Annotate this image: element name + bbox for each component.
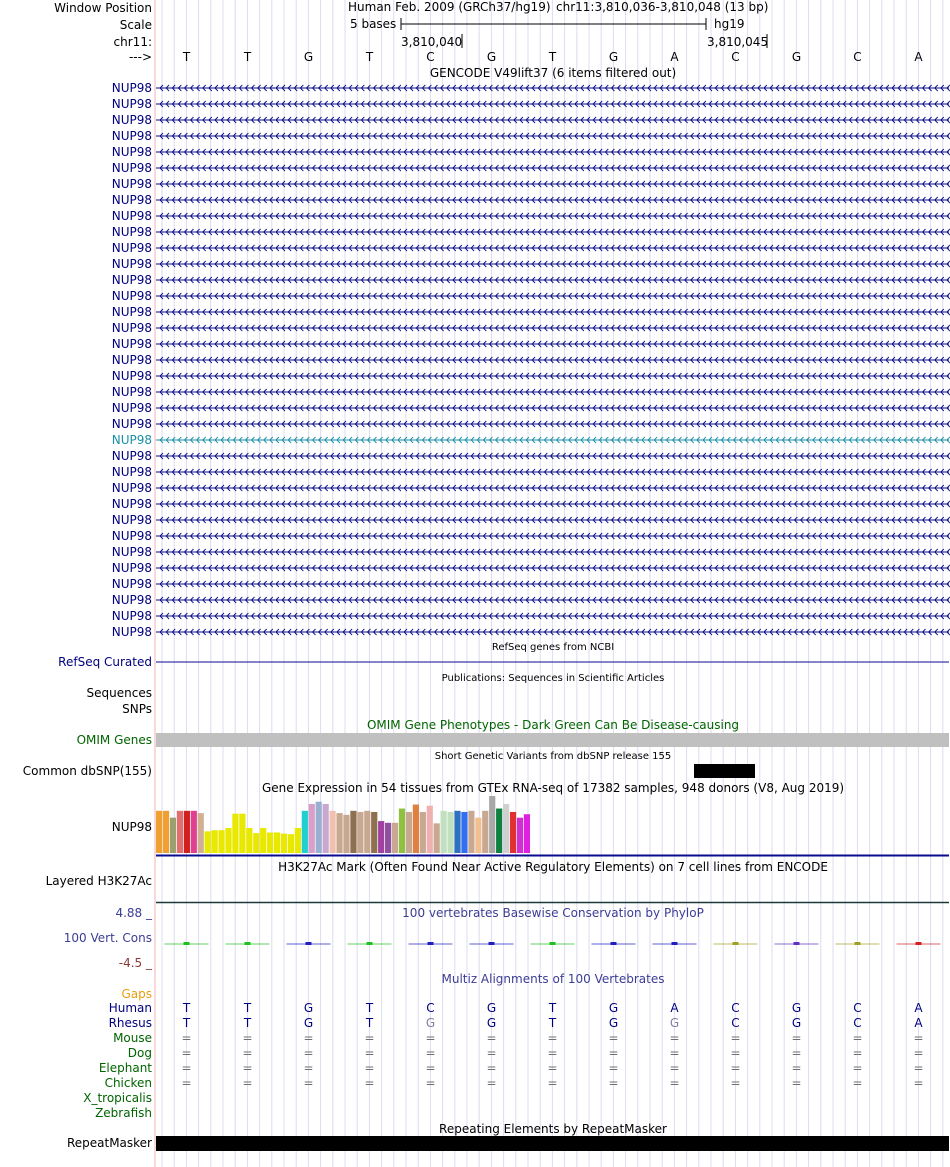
- gtex-tissue-bar: [441, 811, 447, 853]
- gtex-tissue-bar: [323, 804, 329, 853]
- gtex-tissue-bar: [343, 815, 349, 853]
- gencode-transcript-label[interactable]: NUP98: [111, 273, 152, 287]
- dbsnp-label[interactable]: Common dbSNP(155): [22, 764, 152, 778]
- omim-track-title: OMIM Gene Phenotypes - Dark Green Can Be Disease-causing: [366, 718, 740, 732]
- multiz-alignment-base: =: [791, 1031, 802, 1045]
- multiz-alignment-base: =: [364, 1046, 375, 1060]
- dna-base: T: [548, 50, 557, 64]
- dbsnp-track-title: Short Genetic Variants from dbSNP release 155: [434, 751, 672, 762]
- multiz-species-label[interactable]: X_tropicalis: [83, 1091, 152, 1105]
- gencode-transcript-label[interactable]: NUP98: [111, 337, 152, 351]
- gtex-tissue-bar: [205, 831, 211, 853]
- refseq-track-title: RefSeq genes from NCBI: [491, 642, 615, 653]
- multiz-track-title: Multiz Alignments of 100 Vertebrates: [441, 972, 665, 986]
- gencode-transcript-label[interactable]: NUP98: [111, 193, 152, 207]
- gtex-tissue-bar: [496, 809, 502, 853]
- position-text: chr11:3,810,036-3,810,048 (13 bp): [556, 0, 769, 14]
- multiz-species-label[interactable]: Mouse: [113, 1031, 152, 1045]
- phylop-label[interactable]: 100 Vert. Cons: [63, 931, 152, 945]
- gtex-tissue-bar: [517, 818, 523, 853]
- refseq-label[interactable]: RefSeq Curated: [58, 655, 152, 669]
- gtex-tissue-bar: [225, 828, 231, 853]
- multiz-alignment-base: =: [242, 1031, 253, 1045]
- multiz-alignment-base: =: [669, 1061, 680, 1075]
- gencode-transcript-label[interactable]: NUP98: [111, 289, 152, 303]
- gencode-transcript-label[interactable]: NUP98: [111, 209, 152, 223]
- gencode-transcript-label[interactable]: NUP98: [111, 369, 152, 383]
- gtex-tissue-bar: [482, 811, 488, 853]
- multiz-alignment-base: =: [791, 1061, 802, 1075]
- dna-base: C: [853, 50, 862, 64]
- gencode-transcript-label[interactable]: NUP98: [111, 401, 152, 415]
- gencode-transcript-label[interactable]: NUP98: [111, 385, 152, 399]
- multiz-alignment-base: T: [243, 1016, 252, 1030]
- omim-gene-bar: [156, 733, 949, 747]
- gtex-tissue-bar: [427, 806, 433, 853]
- multiz-alignment-base: =: [181, 1076, 192, 1090]
- gencode-transcript-label[interactable]: NUP98: [111, 257, 152, 271]
- gtex-tissue-bar: [184, 811, 190, 853]
- dna-base: C: [426, 50, 435, 64]
- multiz-alignment-base: G: [486, 1016, 497, 1030]
- gencode-transcript-label[interactable]: NUP98: [111, 481, 152, 495]
- multiz-alignment-base: =: [486, 1046, 497, 1060]
- multiz-alignment-base: =: [791, 1046, 802, 1060]
- gencode-transcript-label[interactable]: NUP98: [111, 161, 152, 175]
- dna-base: T: [365, 50, 374, 64]
- dna-base: G: [608, 50, 619, 64]
- h3k27ac-label[interactable]: Layered H3K27Ac: [45, 874, 152, 888]
- gtex-tissue-bar: [316, 802, 322, 853]
- multiz-species-label[interactable]: Rhesus: [108, 1016, 152, 1030]
- gtex-tissue-bar: [330, 811, 336, 853]
- gtex-tissue-bar: [295, 828, 301, 853]
- window-position-label: Window Position: [54, 1, 152, 15]
- multiz-alignment-base: =: [303, 1061, 314, 1075]
- phylop-score-mark: [916, 942, 922, 945]
- repeatmasker-track-title: Repeating Elements by RepeatMasker: [439, 1122, 667, 1136]
- multiz-alignment-base: =: [181, 1031, 192, 1045]
- dna-base: A: [670, 50, 679, 64]
- multiz-alignment-base: T: [243, 1001, 252, 1015]
- gtex-tissue-bar: [357, 812, 363, 853]
- gtex-tissue-bar: [399, 809, 405, 853]
- multiz-alignment-base: =: [669, 1031, 680, 1045]
- gencode-transcript-label[interactable]: NUP98: [111, 433, 152, 447]
- repeatmasker-label[interactable]: RepeatMasker: [66, 1136, 152, 1150]
- phylop-score-mark: [672, 942, 678, 945]
- gtex-tissue-bar: [163, 811, 169, 853]
- dna-base: G: [303, 50, 314, 64]
- multiz-alignment-base: =: [730, 1061, 741, 1075]
- dna-base: C: [731, 50, 740, 64]
- multiz-alignment-base: =: [852, 1046, 863, 1060]
- publications-track-title: Publications: Sequences in Scientific Articles: [441, 673, 665, 684]
- gtex-tissue-bar: [239, 814, 245, 853]
- gtex-tissue-bar: [302, 811, 308, 853]
- phylop-score-mark: [245, 942, 251, 945]
- gtex-tissue-bar: [218, 830, 224, 853]
- gtex-tissue-bar: [510, 812, 516, 853]
- multiz-alignment-base: G: [486, 1001, 497, 1015]
- multiz-alignment-base: A: [670, 1001, 679, 1015]
- multiz-alignment-base: =: [669, 1046, 680, 1060]
- gtex-tissue-bar: [454, 811, 460, 853]
- multiz-alignment-base: =: [547, 1046, 558, 1060]
- gtex-tissue-bar: [156, 811, 162, 853]
- gtex-tissue-bar: [503, 804, 509, 853]
- multiz-alignment-base: A: [914, 1001, 923, 1015]
- multiz-species-label[interactable]: Dog: [127, 1046, 152, 1060]
- gencode-transcript-label[interactable]: NUP98: [111, 449, 152, 463]
- gtex-tissue-bar: [413, 805, 419, 853]
- omim-label[interactable]: OMIM Genes: [76, 733, 152, 747]
- multiz-alignment-base: =: [547, 1031, 558, 1045]
- gencode-transcript-label[interactable]: NUP98: [111, 513, 152, 527]
- phylop-score-mark: [733, 942, 739, 945]
- scale-label: Scale: [119, 18, 152, 32]
- gtex-tissue-bar: [260, 828, 266, 853]
- gtex-tissue-bar: [232, 814, 238, 853]
- ruler-right-label: 3,810,045: [707, 35, 769, 49]
- multiz-alignment-base: =: [486, 1061, 497, 1075]
- gtex-tissue-bar: [198, 813, 204, 853]
- multiz-alignment-base: C: [853, 1016, 862, 1030]
- gtex-tissue-bar: [434, 823, 440, 853]
- multiz-alignment-base: =: [608, 1031, 619, 1045]
- multiz-alignment-base: =: [730, 1076, 741, 1090]
- repeatmasker-bar: [156, 1136, 949, 1151]
- strand-arrow-label: --->: [128, 50, 152, 64]
- gencode-transcript-label[interactable]: NUP98: [111, 545, 152, 559]
- phylop-score-mark: [184, 942, 190, 945]
- multiz-alignment-base: =: [730, 1046, 741, 1060]
- gencode-transcript-label[interactable]: NUP98: [111, 113, 152, 127]
- phylop-track-title: 100 vertebrates Basewise Conservation by PhyloP: [402, 906, 704, 920]
- gencode-transcript-label[interactable]: NUP98: [111, 465, 152, 479]
- multiz-alignment-base: =: [181, 1061, 192, 1075]
- gencode-transcript-label[interactable]: NUP98: [111, 353, 152, 367]
- multiz-alignment-base: T: [365, 1001, 374, 1015]
- multiz-alignment-base: =: [242, 1046, 253, 1060]
- gtex-tissue-bar: [336, 813, 342, 853]
- multiz-alignment-base: =: [852, 1031, 863, 1045]
- dna-base: G: [791, 50, 802, 64]
- multiz-species-label[interactable]: Chicken: [104, 1076, 152, 1090]
- multiz-alignment-base: G: [303, 1016, 314, 1030]
- multiz-alignment-base: =: [852, 1061, 863, 1075]
- multiz-alignment-base: =: [425, 1061, 436, 1075]
- multiz-gaps-label: Gaps: [121, 987, 152, 1001]
- gtex-tissue-bar: [420, 812, 426, 853]
- gencode-transcript-label[interactable]: NUP98: [111, 577, 152, 591]
- multiz-alignment-base: A: [914, 1016, 923, 1030]
- multiz-alignment-base: =: [913, 1076, 924, 1090]
- multiz-alignment-base: =: [242, 1076, 253, 1090]
- scale-text: 5 bases: [350, 17, 397, 31]
- chr-label: chr11:: [113, 35, 152, 49]
- gtex-tissue-bar: [350, 811, 356, 853]
- multiz-alignment-base: =: [425, 1076, 436, 1090]
- phylop-max-label: 4.88 _: [115, 906, 152, 920]
- multiz-alignment-base: =: [364, 1061, 375, 1075]
- gtex-tissue-bar: [392, 823, 398, 853]
- gtex-tissue-bar: [447, 812, 453, 853]
- gtex-tissue-bar: [406, 812, 412, 853]
- multiz-alignment-base: =: [608, 1061, 619, 1075]
- gtex-tissue-bar: [468, 811, 474, 853]
- multiz-alignment-base: T: [182, 1001, 191, 1015]
- multiz-alignment-base: G: [425, 1016, 436, 1030]
- multiz-alignment-base: C: [731, 1001, 740, 1015]
- gencode-transcript-label[interactable]: NUP98: [111, 81, 152, 95]
- dna-base: G: [486, 50, 497, 64]
- gtex-tissue-bar: [461, 812, 467, 853]
- multiz-alignment-base: G: [608, 1001, 619, 1015]
- gencode-track-title: GENCODE V49lift37 (6 items filtered out): [429, 66, 677, 80]
- gtex-tissue-bar: [288, 834, 294, 853]
- dna-base: A: [914, 50, 923, 64]
- multiz-alignment-base: =: [364, 1031, 375, 1045]
- gtex-tissue-bar: [281, 834, 287, 853]
- multiz-species-label[interactable]: Zebrafish: [95, 1106, 152, 1120]
- multiz-alignment-base: =: [486, 1031, 497, 1045]
- multiz-alignment-base: =: [303, 1046, 314, 1060]
- gtex-track-title: Gene Expression in 54 tissues from GTEx RNA-seq of 17382 samples, 948 donors (V8, Aug 2019): [261, 781, 845, 795]
- gtex-tissue-bar: [524, 814, 530, 853]
- gencode-transcript-label[interactable]: NUP98: [111, 561, 152, 575]
- gtex-tissue-bar: [475, 818, 481, 853]
- multiz-alignment-base: =: [913, 1061, 924, 1075]
- multiz-alignment-base: G: [791, 1001, 802, 1015]
- gencode-transcript-label[interactable]: NUP98: [111, 417, 152, 431]
- phylop-score-mark: [794, 942, 800, 945]
- multiz-alignment-base: G: [303, 1001, 314, 1015]
- multiz-alignment-base: =: [242, 1061, 253, 1075]
- dbsnp-variant-block: [694, 764, 755, 778]
- phylop-score-mark: [306, 942, 312, 945]
- gencode-transcript-label[interactable]: NUP98: [111, 593, 152, 607]
- gencode-transcript-label[interactable]: NUP98: [111, 625, 152, 639]
- multiz-alignment-base: =: [303, 1031, 314, 1045]
- multiz-alignment-base: G: [791, 1016, 802, 1030]
- gencode-transcript-label[interactable]: NUP98: [111, 177, 152, 191]
- gtex-tissue-bar: [267, 832, 273, 853]
- multiz-alignment-base: C: [731, 1016, 740, 1030]
- gtex-tissue-bar: [253, 833, 259, 853]
- gtex-tissue-bar: [378, 821, 384, 853]
- assembly-text: Human Feb. 2009 (GRCh37/hg19): [348, 0, 551, 14]
- publications-sequences-label[interactable]: Sequences: [86, 686, 152, 700]
- multiz-alignment-base: =: [364, 1076, 375, 1090]
- gtex-tissue-bar: [309, 804, 315, 853]
- gtex-tissue-bar: [170, 818, 176, 853]
- multiz-alignment-base: =: [547, 1076, 558, 1090]
- multiz-alignment-base: =: [669, 1076, 680, 1090]
- multiz-alignment-base: =: [486, 1076, 497, 1090]
- gencode-transcript-label[interactable]: NUP98: [111, 225, 152, 239]
- gtex-tissue-bar: [371, 812, 377, 853]
- dna-base: T: [182, 50, 191, 64]
- multiz-alignment-base: =: [791, 1076, 802, 1090]
- multiz-species-label[interactable]: Human: [108, 1001, 152, 1015]
- multiz-alignment-base: =: [913, 1031, 924, 1045]
- multiz-alignment-base: G: [669, 1016, 680, 1030]
- phylop-score-mark: [489, 942, 495, 945]
- multiz-alignment-base: T: [182, 1016, 191, 1030]
- multiz-alignment-base: =: [303, 1076, 314, 1090]
- publications-snps-label[interactable]: SNPs: [122, 702, 152, 716]
- gencode-transcript-label[interactable]: NUP98: [111, 305, 152, 319]
- phylop-score-mark: [855, 942, 861, 945]
- gtex-tissue-bar: [364, 811, 370, 853]
- phylop-score-mark: [428, 942, 434, 945]
- phylop-score-mark: [550, 942, 556, 945]
- multiz-alignment-base: =: [425, 1046, 436, 1060]
- multiz-alignment-base: =: [181, 1046, 192, 1060]
- multiz-alignment-base: G: [608, 1016, 619, 1030]
- gencode-transcript-label[interactable]: NUP98: [111, 97, 152, 111]
- multiz-alignment-base: =: [608, 1076, 619, 1090]
- multiz-alignment-base: T: [548, 1001, 557, 1015]
- gtex-tissue-bar: [191, 811, 197, 853]
- multiz-alignment-base: C: [426, 1001, 435, 1015]
- multiz-alignment-base: =: [913, 1046, 924, 1060]
- phylop-score-mark: [611, 942, 617, 945]
- h3k27ac-track-title: H3K27Ac Mark (Often Found Near Active Regulatory Elements) on 7 cell lines from ENCODE: [278, 860, 828, 874]
- ruler-left-label: 3,810,040: [401, 35, 463, 49]
- multiz-alignment-base: =: [425, 1031, 436, 1045]
- gencode-transcript-label[interactable]: NUP98: [111, 321, 152, 335]
- gtex-tissue-bar: [177, 811, 183, 853]
- db-text: hg19: [714, 17, 745, 31]
- multiz-species-label[interactable]: Elephant: [98, 1061, 152, 1075]
- multiz-alignment-base: C: [853, 1001, 862, 1015]
- gencode-transcript-label[interactable]: NUP98: [111, 609, 152, 623]
- multiz-alignment-base: =: [608, 1046, 619, 1060]
- multiz-alignment-base: T: [365, 1016, 374, 1030]
- multiz-alignment-base: =: [852, 1076, 863, 1090]
- gtex-tissue-bar: [489, 796, 495, 853]
- gtex-label[interactable]: NUP98: [111, 820, 152, 834]
- gencode-transcript-label[interactable]: NUP98: [111, 529, 152, 543]
- gencode-transcript-label[interactable]: NUP98: [111, 129, 152, 143]
- gtex-tissue-bar: [246, 828, 252, 853]
- gtex-tissue-bar: [385, 823, 391, 853]
- phylop-score-mark: [367, 942, 373, 945]
- gencode-transcript-label[interactable]: NUP98: [111, 145, 152, 159]
- multiz-alignment-base: T: [548, 1016, 557, 1030]
- gencode-transcript-label[interactable]: NUP98: [111, 497, 152, 511]
- gtex-tissue-bar: [212, 830, 218, 853]
- multiz-alignment-base: =: [547, 1061, 558, 1075]
- multiz-alignment-base: =: [730, 1031, 741, 1045]
- gencode-transcript-label[interactable]: NUP98: [111, 241, 152, 255]
- phylop-min-label: -4.5 _: [118, 956, 152, 970]
- gtex-tissue-bar: [274, 832, 280, 853]
- dna-base: T: [243, 50, 252, 64]
